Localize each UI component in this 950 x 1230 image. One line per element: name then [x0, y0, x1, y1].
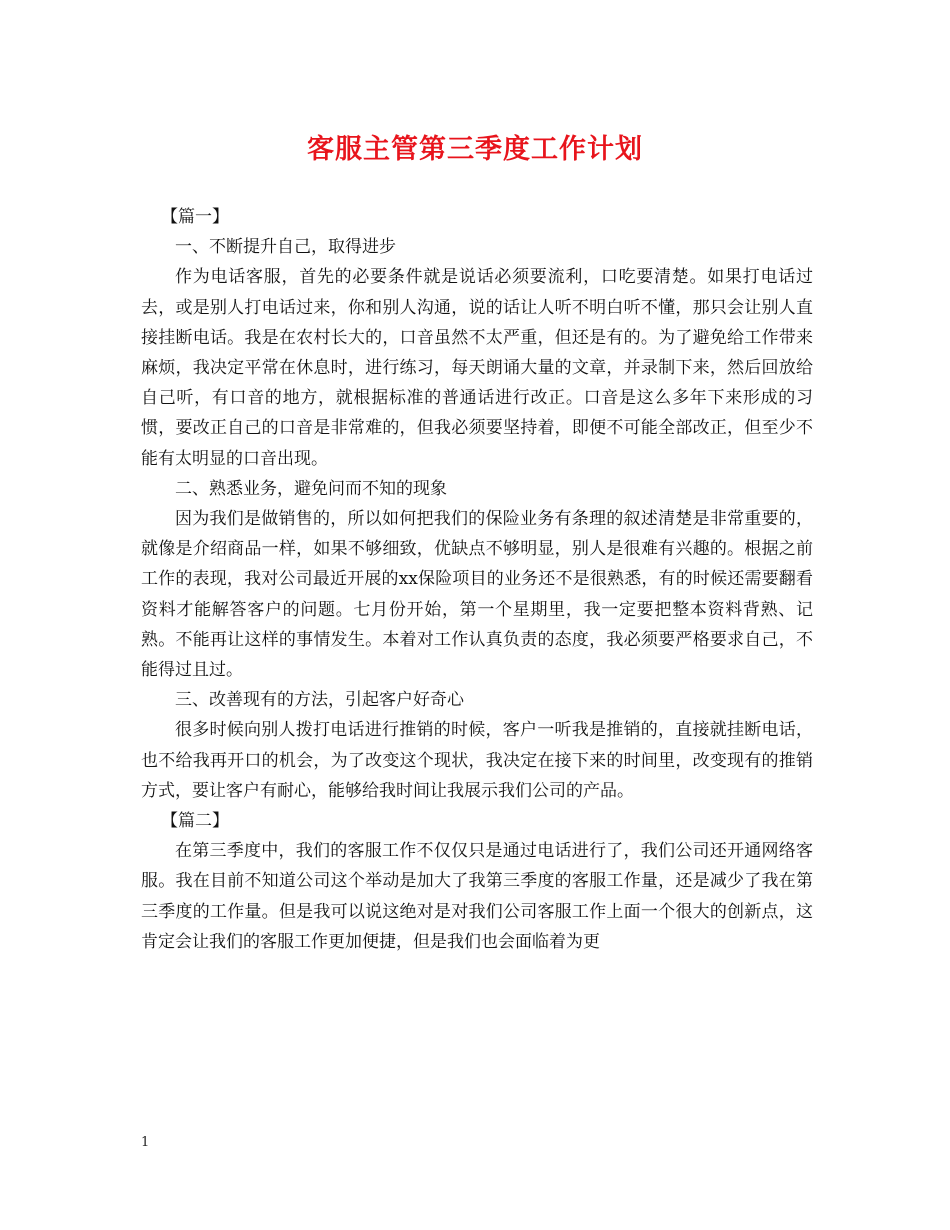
document-title: 客服主管第三季度工作计划 [307, 134, 643, 165]
section-label-1: 【篇一】 [161, 207, 229, 227]
paragraph-1: 作为电话客服，首先的必要条件就是说话必须要流利，口吃要清楚。如果打电话过去，或是别人打电话过来，你和别人沟通，说的话让人听不明白听不懂，那只会让别人直接挂断电话。我是在农村长大的，口音虽然不太严重，但还是有的。为了避免给工作带来麻烦，我决定平常在休息时，进行练习，每天朗诵大量的文章，并录制下来，然后回放给自己听，有口音的地方，就根据标准的普通话进行改正。口音是这么多年下来形成的习惯，要改正自己的口音是非常难的，但我必须要坚持着，即便不可能全部改正，但至少不能有太明显的口音出现。 [141, 267, 813, 469]
heading-3: 三、改善现有的方法，引起客户好奇心 [175, 690, 464, 711]
page-number: 1 [141, 1135, 150, 1150]
document-body [141, 202, 813, 957]
heading-1: 一、不断提升自己，取得进步 [175, 237, 396, 258]
paragraph-4: 在第三季度中，我们的客服工作不仅仅只是通过电话进行了，我们公司还开通网络客服。我在目前不知道公司这个举动是加大了我第三季度的客服工作量，还是减少了我在第三季度的工作量。但是我可以说这绝对是对我们公司客服工作上面一个很大的创新点，这肯定会让我们的客服工作更加便捷，但是我们也会面临着为更 [141, 841, 813, 952]
paragraph-2: 因为我们是做销售的，所以如何把我们的保险业务有条理的叙述清楚是非常重要的，就像是介绍商品一样，如果不够细致，优缺点不够明显，别人是很难有兴趣的。根据之前工作的表现，我对公司最近开展的xx保险项目的业务还不是很熟悉，有的时候还需要翻看资料才能解答客户的问题。七月份开始，第一个星期里，我一定要把整本资料背熟、记熟。不能再让这样的事情发生。本着对工作认真负责的态度，我必须要严格要求自己，不能得过且过。 [141, 509, 813, 681]
heading-2: 二、熟悉业务，避免问而不知的现象 [175, 478, 447, 499]
section-label-2: 【篇二】 [161, 811, 229, 832]
paragraph-3: 很多时候向别人拨打电话进行推销的时候，客户一听我是推销的，直接就挂断电话，也不给我再开口的机会，为了改变这个现状，我决定在接下来的时间里，改变现有的推销方式，要让客户有耐心，能够给我时间让我展示我们公司的产品。 [141, 720, 813, 801]
